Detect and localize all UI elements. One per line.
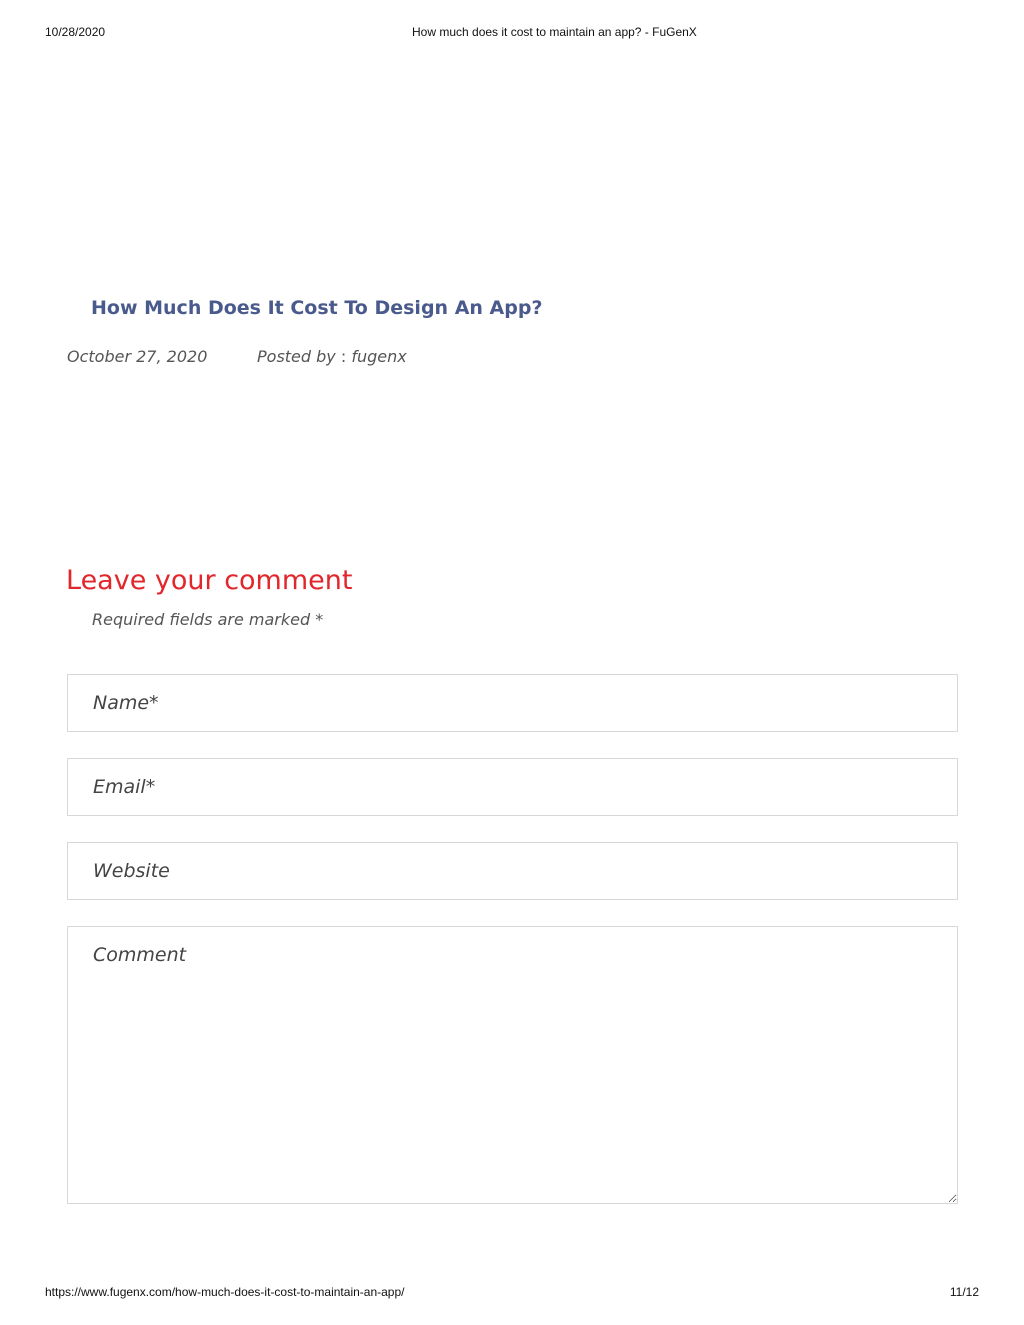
email-field[interactable] [67,758,958,816]
print-page-number: 11/12 [949,1285,979,1299]
post-date: October 27, 2020 [67,347,208,366]
posted-by-label: Posted by [257,347,336,366]
name-field[interactable] [67,674,958,732]
print-date: 10/28/2020 [45,25,106,39]
required-fields-note: Required fields are marked * [92,610,324,629]
print-url: https://www.fugenx.com/how-much-does-it-cost-to-maintain-an-app/ [45,1285,405,1299]
comment-heading: Leave your comment [66,565,353,596]
post-author-meta [257,347,407,366]
posted-by-separator: : [340,347,347,366]
comment-textarea[interactable] [67,926,958,1204]
print-page-title: How much does it cost to maintain an app? - FuGenX [412,25,697,39]
related-post-link[interactable]: How Much Does It Cost To Design An App? [91,297,543,319]
website-field[interactable] [67,842,958,900]
post-author: fugenx [351,347,407,366]
